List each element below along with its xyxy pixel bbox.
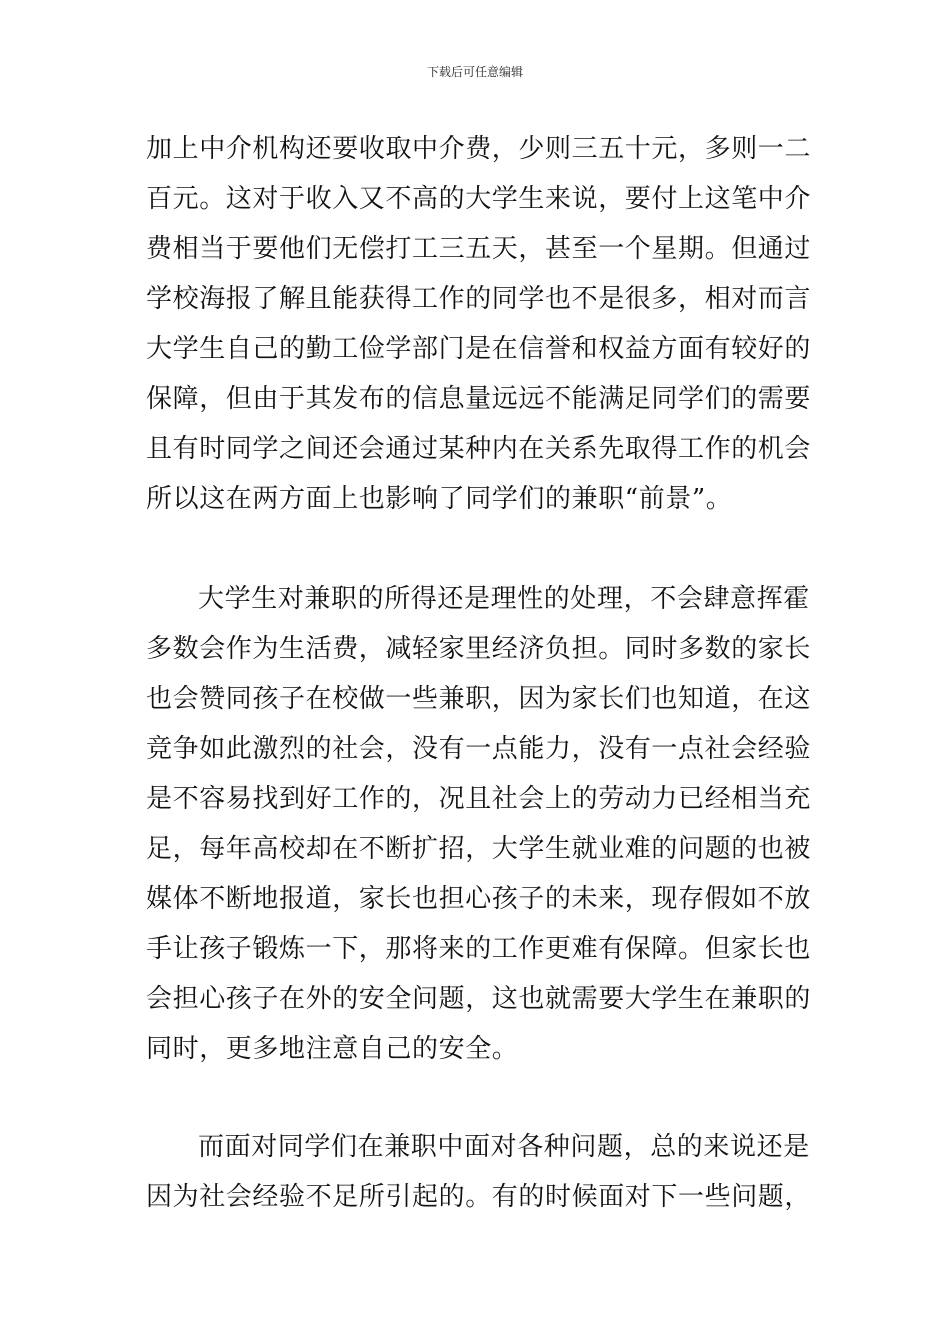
paragraph-2-line-2: 多数会作为生活费，减轻家里经济负担。同时多数的家长 — [146, 634, 812, 664]
page-header: 下载后可任意编辑 — [426, 65, 523, 79]
paragraph-1-line-7: 且有时同学之间还会通过某种内在关系先取得工作的机会 — [146, 434, 812, 464]
paragraph-2-line-8: 手让孩子锻炼一下，那将来的工作更难有保障。但家长也 — [146, 934, 812, 964]
paragraph-3-line-1: 而面对同学们在兼职中面对各种问题，总的来说还是 — [198, 1132, 810, 1162]
paragraph-1-line-1: 加上中介机构还要收取中介费，少则三五十元，多则一二 — [146, 134, 812, 164]
paragraph-1-line-6: 保障，但由于其发布的信息量远远不能满足同学们的需要 — [146, 384, 812, 414]
paragraph-2-line-7: 媒体不断地报道，家长也担心孩子的未来，现存假如不放 — [146, 884, 812, 914]
paragraph-2-line-1: 大学生对兼职的所得还是理性的处理，不会肆意挥霍 — [198, 584, 810, 614]
paragraph-2-line-9: 会担心孩子在外的安全问题，这也就需要大学生在兼职的 — [146, 984, 812, 1014]
paragraph-2-line-6: 足，每年高校却在不断扩招，大学生就业难的问题的也被 — [146, 834, 812, 864]
paragraph-2-line-5: 是不容易找到好工作的，况且社会上的劳动力已经相当充 — [146, 784, 812, 814]
paragraph-1-line-5: 大学生自己的勤工俭学部门是在信誉和权益方面有较好的 — [146, 334, 812, 364]
paragraph-1-line-3: 费相当于要他们无偿打工三五天，甚至一个星期。但通过 — [146, 234, 812, 264]
paragraph-3-line-2: 因为社会经验不足所引起的。有的时候面对下一些问题， — [146, 1182, 812, 1212]
paragraph-2-line-4: 竞争如此激烈的社会，没有一点能力，没有一点社会经验 — [146, 734, 812, 764]
paragraph-2-line-10: 同时，更多地注意自己的安全。 — [146, 1034, 519, 1064]
paragraph-2-line-3: 也会赞同孩子在校做一些兼职，因为家长们也知道，在这 — [146, 684, 812, 714]
paragraph-1-line-4: 学校海报了解且能获得工作的同学也不是很多，相对而言 — [146, 284, 812, 314]
paragraph-1-line-8: 所以这在两方面上也影响了同学们的兼职“前景”。 — [146, 484, 733, 514]
paragraph-1-line-2: 百元。这对于收入又不高的大学生来说，要付上这笔中介 — [146, 184, 812, 214]
